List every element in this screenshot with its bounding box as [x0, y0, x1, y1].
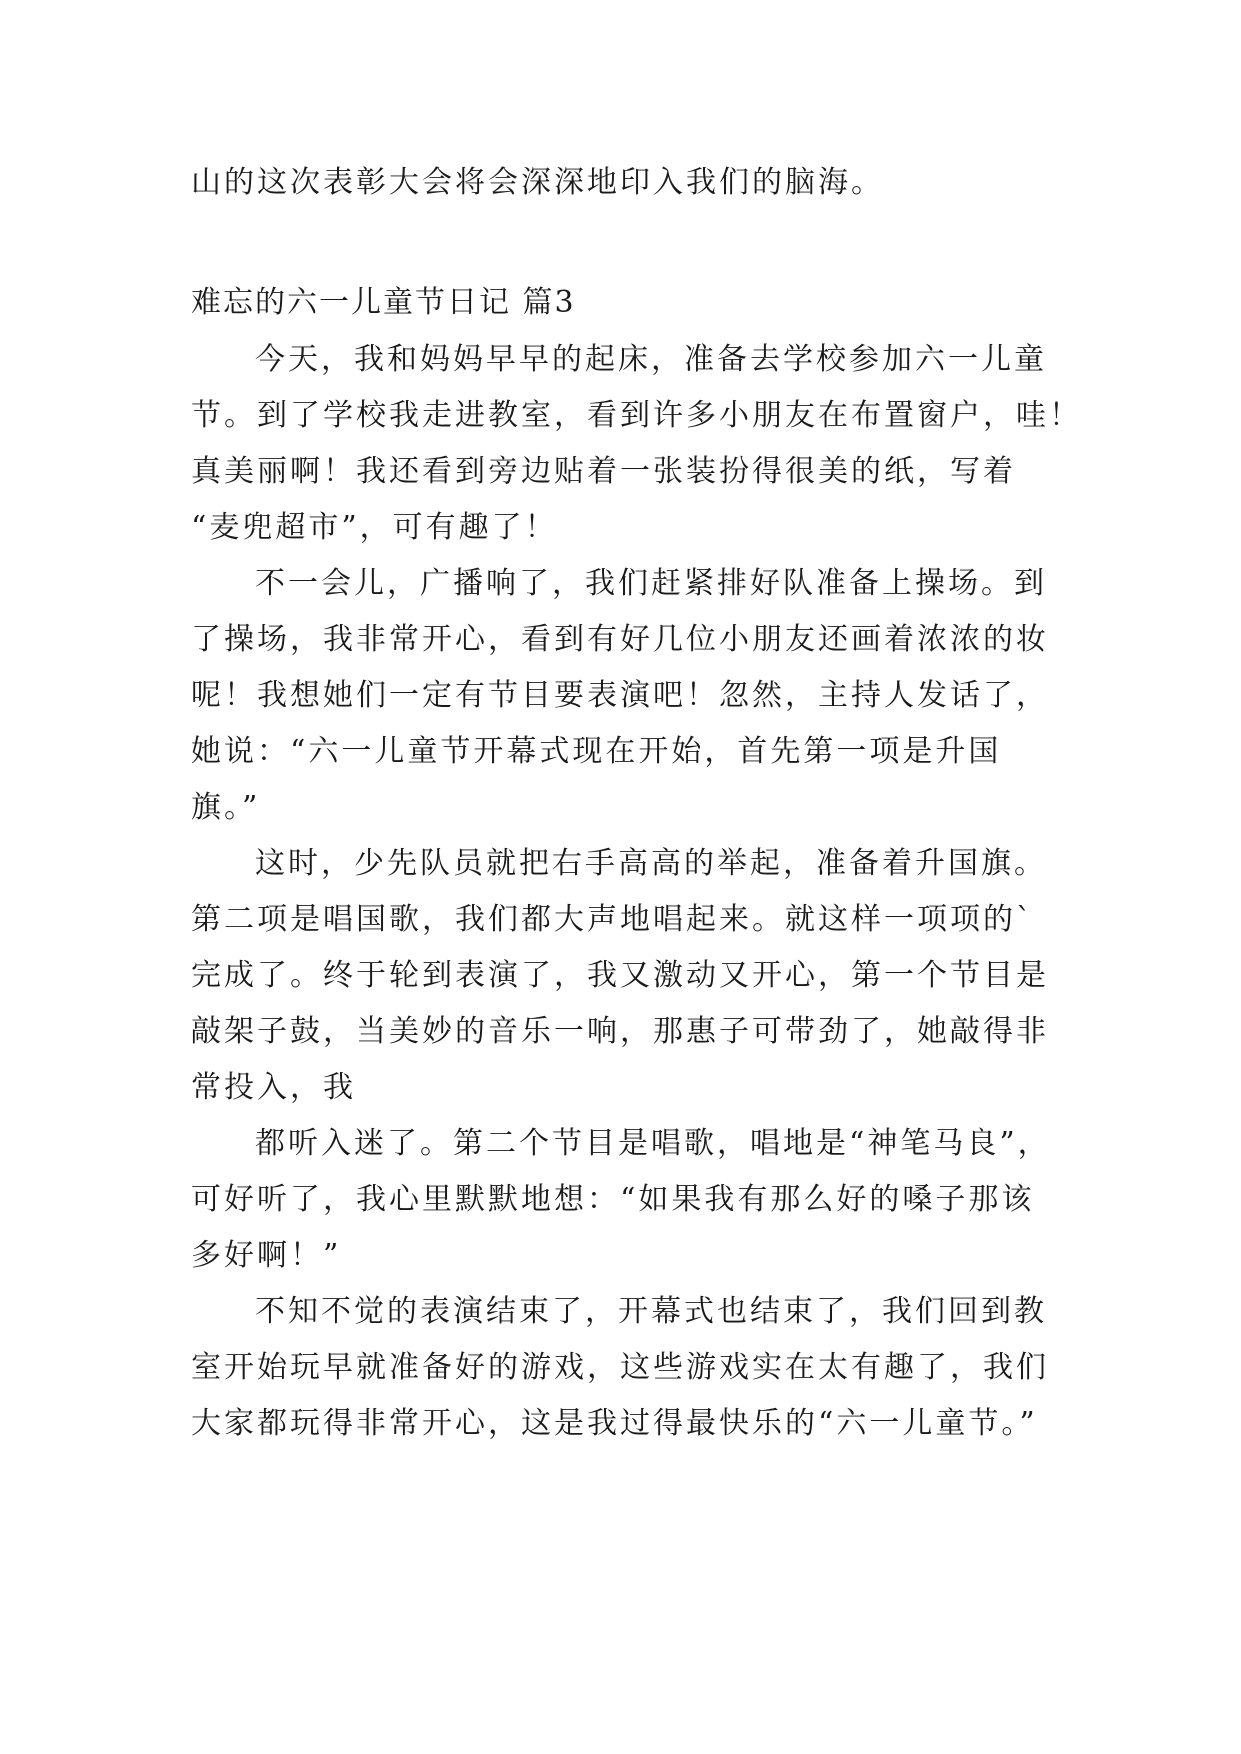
paragraph-1-line-4: “麦兜超市”，可有趣了！ [191, 510, 558, 545]
paragraph-4-line-1: 都听入迷了。第二个节目是唱歌，唱地是“神笔马良”， [255, 1126, 1051, 1161]
text-line-continuation: 山的这次表彰大会将会深深地印入我们的脑海。 [191, 165, 884, 200]
paragraph-3-line-3: 完成了。终于轮到表演了，我又激动又开心，第一个节目是 [191, 958, 1049, 993]
paragraph-5-line-3: 大家都玩得非常开心，这是我过得最快乐的“六一儿童节。” [191, 1406, 1038, 1441]
paragraph-2-line-5: 旗。” [191, 790, 261, 825]
paragraph-1-line-2: 节。到了学校我走进教室，看到许多小朋友在布置窗户，哇！ [191, 398, 1082, 433]
section-heading: 难忘的六一儿童节日记 篇3 [191, 285, 576, 320]
paragraph-5-line-2: 室开始玩早就准备好的游戏，这些游戏实在太有趣了，我们 [191, 1350, 1049, 1385]
paragraph-1-line-3: 真美丽啊！我还看到旁边贴着一张装扮得很美的纸，写着 [191, 454, 1016, 489]
paragraph-2-line-4: 她说：“六一儿童节开幕式现在开始，首先第一项是升国 [191, 734, 1002, 769]
paragraph-3-line-2: 第二项是唱国歌，我们都大声地唱起来。就这样一项项的` [191, 902, 1034, 937]
paragraph-4-line-3: 多好啊！” [191, 1238, 342, 1273]
paragraph-5-line-1: 不知不觉的表演结束了，开幕式也结束了，我们回到教 [255, 1294, 1047, 1329]
paragraph-4-line-2: 可好听了，我心里默默地想：“如果我有那么好的嗓子那该 [191, 1182, 1035, 1217]
paragraph-1-line-1: 今天，我和妈妈早早的起床，准备去学校参加六一儿童 [255, 342, 1047, 377]
paragraph-3-line-4: 敲架子鼓，当美妙的音乐一响，那惠子可带劲了，她敲得非 [191, 1014, 1049, 1049]
paragraph-2-line-2: 了操场，我非常开心，看到有好几位小朋友还画着浓浓的妆 [191, 622, 1049, 657]
paragraph-2-line-1: 不一会儿，广播响了，我们赶紧排好队准备上操场。到 [255, 566, 1047, 601]
paragraph-3-line-5: 常投入，我 [191, 1070, 356, 1105]
paragraph-3-line-1: 这时，少先队员就把右手高高的举起，准备着升国旗。 [255, 846, 1047, 881]
paragraph-2-line-3: 呢！我想她们一定有节目要表演吧！忽然，主持人发话了， [191, 678, 1049, 713]
